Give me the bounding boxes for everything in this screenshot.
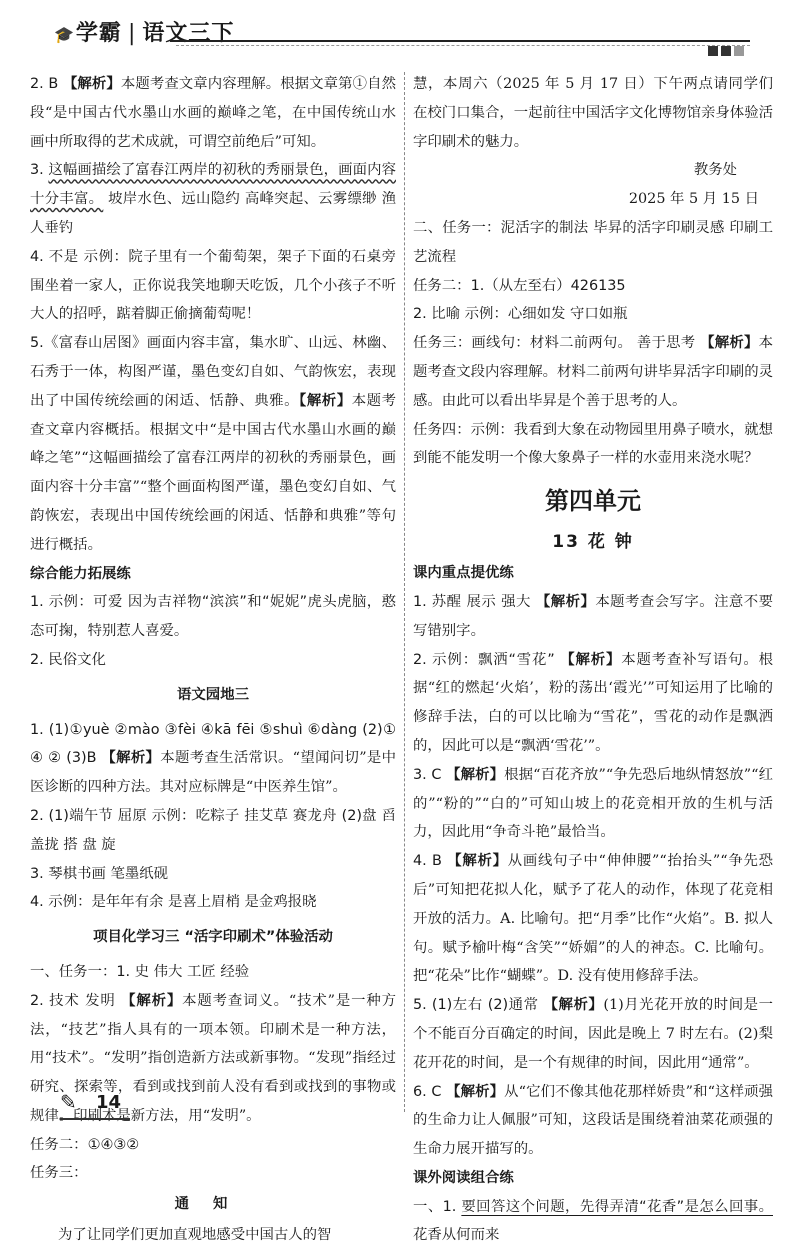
header-dashed-rule: [176, 45, 750, 46]
footer-rule: [60, 1118, 130, 1120]
answer-task2: 任务二：①④③②: [30, 1136, 140, 1153]
block-icon: [708, 46, 718, 56]
block-icon: [721, 46, 731, 56]
block-icon: [734, 46, 744, 56]
analysis-tag: 【解析】: [299, 392, 352, 409]
unit-title: 第四单元: [545, 487, 641, 516]
notice-signature: 教务处: [693, 162, 737, 179]
right-column: [413, 70, 773, 1250]
analysis-tag: 【解析】: [447, 853, 508, 870]
notice-body-continued: 慧，本周六（2025 年 5 月 17 日）下午两点请同学们在校门口集合，一起前往中国活字文化博物馆亲身体验活字印刷术的魅力。: [413, 76, 773, 150]
analysis-tag: 【解析】: [101, 750, 161, 767]
page-footer: [60, 1090, 140, 1120]
answer-r4: 2. 比喻 示例：心细如发 守口如瓶: [413, 306, 628, 323]
section-heading-extension: 综合能力拓展练: [30, 565, 131, 582]
answer-g4: 4. 示例：是年年有余 是喜上眉梢 是金鸡报晓: [30, 894, 317, 911]
underlined-sentence: 要回答这个问题，先得弄清“花香”是怎么回事。: [461, 1198, 773, 1215]
analysis-tag: 【解析】: [560, 651, 622, 668]
answer-t2: 2. 技术 发明 【解析】本题考查词义。“技术”是一种方法，“技艺”指人具有的一项本领。印刷术是一种方法，用“技术”。“发明”指创造新方法或新事物。“发现”指经过研究、探索等，看到或找到前人没有看到或找到的事物或规律。印刷术是新方法，用“发明”。: [30, 992, 396, 1124]
section-title-garden: 语文园地三: [177, 686, 249, 703]
analysis-tag: 【解析】: [446, 766, 505, 783]
answer-ext2: 2. 民俗文化: [30, 651, 106, 668]
answer-ext1: 1. 示例：可爱 因为吉祥物“滨滨”和“妮妮”虎头虎脑，憨态可掬，特别惹人喜爱。: [30, 594, 396, 640]
analysis-tag: 【解析】: [62, 76, 121, 92]
pencil-icon: ✎: [60, 1090, 77, 1114]
answer-read1: 一、1. 要回答这个问题，先得弄清“花香”是怎么回事。 花香从何而来: [413, 1198, 773, 1244]
answer-r2: 二、任务一：泥活字的制法 毕昇的活字印刷灵感 印刷工艺流程: [413, 219, 773, 265]
answer-q3: 3. 这幅画描绘了富春江两岸的初秋的秀丽景色，画面内容十分丰富。 坡岸水色、远山隐约 高峰突起、云雾缥缈 渔人垂钓: [30, 162, 396, 236]
brand-logo: [54, 16, 234, 47]
wavy-underlined-sentence: 这幅画描绘了富春江两岸的初秋的秀丽景色，画面内容十分丰富。: [30, 162, 396, 208]
answer-r5: 任务三：画线句：材料二前两句。 善于思考 【解析】本题考查文段内容理解。材料二前两句讲毕昇活字印刷的灵感。由此可以看出毕昇是个善于思考的人。: [413, 335, 773, 409]
page-header: [0, 0, 800, 60]
left-column: [30, 70, 396, 1250]
analysis-tag: 【解析】: [543, 997, 604, 1014]
section-heading-reading: 课外阅读组合练: [413, 1169, 514, 1186]
page-number: 14: [96, 1092, 122, 1113]
answer-g3: 3. 琴棋书画 笔墨纸砚: [30, 865, 169, 882]
answer-g1: 1. (1)①yuè ②mào ③fèi ④kā fēi ⑤shuì ⑥dàng (2)① ④ ② (3)B 【解析】本题考查生活常识。“望闻问切”是中医诊断的四种方法。其对应标牌是“中医养生馆”。: [30, 721, 396, 796]
analysis-tag: 【解析】: [446, 1083, 505, 1100]
answer-q4: 4. 不是 示例：院子里有一个葡萄架，架子下面的石桌旁围坐着一家人，正你说我笑地聊天吃饭，几个小孩子不听大人的招呼，踮着脚正偷摘葡萄呢！: [30, 248, 396, 323]
answer-r3: 任务二：1.（从左至右）426135: [413, 277, 626, 294]
column-divider: [404, 72, 405, 1112]
header-rule: [170, 40, 750, 42]
answer-task1: 一、任务一：1. 史 伟大 工匠 经验: [30, 963, 250, 980]
answer-g2: 2. (1)端午节 屈原 示例：吃粽子 挂艾草 赛龙舟 (2)盘 舀 盖拢 搭 盘 旋: [30, 807, 396, 853]
analysis-tag: 【解析】: [700, 335, 759, 352]
answer-k5: 5. (1)左右 (2)通常 【解析】(1)月光花开放的时间是一个不能百分百确定的时间，因此是晚上 7 时左右。(2)梨花开花的时间，是一个有规律的时间，因此用“通常”。: [413, 997, 773, 1071]
header-separator: |: [127, 21, 137, 46]
subject-title: 语文三下: [142, 21, 235, 46]
graduation-cap-icon: 🎓: [54, 25, 75, 44]
section-title-project: 项目化学习三 “活字印刷术”体验活动: [93, 929, 333, 946]
answer-k4: 4. B 【解析】从画线句子中“伸伸腰”“抬抬头”“争先恐后”可知把花拟人化，赋予了花人的动作，体现了花竞相开放的活力。A. 比喻句。把“月季”比作“火焰”。B. 拟人句。赋予榆叶梅“含笑”“娇媚”的人的神态。C. 比喻句。把“花朵”比作“蝴蝶”。D. 没有使用修辞手法。: [413, 853, 773, 985]
answer-k3: 3. C 【解析】根据“百花齐放”“争先恐后地纵情怒放”“红的”“粉的”“白的”可知山坡上的花竞相开放的生机与活力，因此用“争奇斗艳”最恰当。: [413, 766, 773, 841]
answer-k2: 2. 示例：飘洒“雪花” 【解析】本题考查补写语句。根据“红的燃起‘火焰’，粉的荡出‘霞光’”可知运用了比喻的修辞手法，白的可以比喻为“雪花”，雪花的动作是飘洒的，因此可以是“飘洒‘雪花’”。: [413, 651, 773, 754]
answer-q2: 2. B 【解析】本题考查文章内容理解。根据文章第①自然段“是中国古代水墨山水画的巅峰之笔，在中国传统山水画中所取得的艺术成就，可谓空前绝后”可知。: [30, 76, 396, 150]
answer-k1: 1. 苏醒 展示 强大 【解析】本题考查会写字。注意不要写错别字。: [413, 593, 773, 639]
header-decoration: [708, 46, 744, 56]
answer-task3: 任务三：: [30, 1165, 88, 1182]
lesson-title: 13 花 钟: [552, 532, 634, 553]
answer-k6: 6. C 【解析】从“它们不像其他花那样娇贵”和“这样顽强的生命力让人佩服”可知，这段话是围绕着油菜花顽强的生命力展开描写的。: [413, 1083, 773, 1158]
notice-date: 2025 年 5 月 15 日: [628, 191, 759, 208]
brand-name: 学霸: [75, 21, 122, 46]
answer-q5: 5.《富春山居图》画面内容丰富，集水旷、山远、林幽、石秀于一体，构图严谨，墨色变幻自如、气韵恢宏，表现出了中国传统绘画的闲适、恬静、典雅。【解析】本题考查文章内容概括。根据文中“是中国古代水墨山水画的巅峰之笔”“这幅画描绘了富春江两岸的初秋的秀丽景色，画面内容十分丰富”“整个画面构图严谨，墨色变幻自如、气韵恢宏，表现出中国传统绘画的闲适、恬静和典雅”等句进行概括。: [30, 335, 396, 553]
notice-body: 为了让同学们更加直观地感受中国古人的智: [58, 1227, 332, 1244]
notice-title: 通知: [174, 1196, 252, 1213]
answer-r6: 任务四：示例：我看到大象在动物园里用鼻子喷水，就想到能不能发明一个像大象鼻子一样的水壶用来浇水呢？: [413, 421, 773, 467]
analysis-tag: 【解析】: [121, 992, 183, 1009]
section-heading-core: 课内重点提优练: [413, 565, 514, 582]
analysis-tag: 【解析】: [535, 593, 596, 610]
